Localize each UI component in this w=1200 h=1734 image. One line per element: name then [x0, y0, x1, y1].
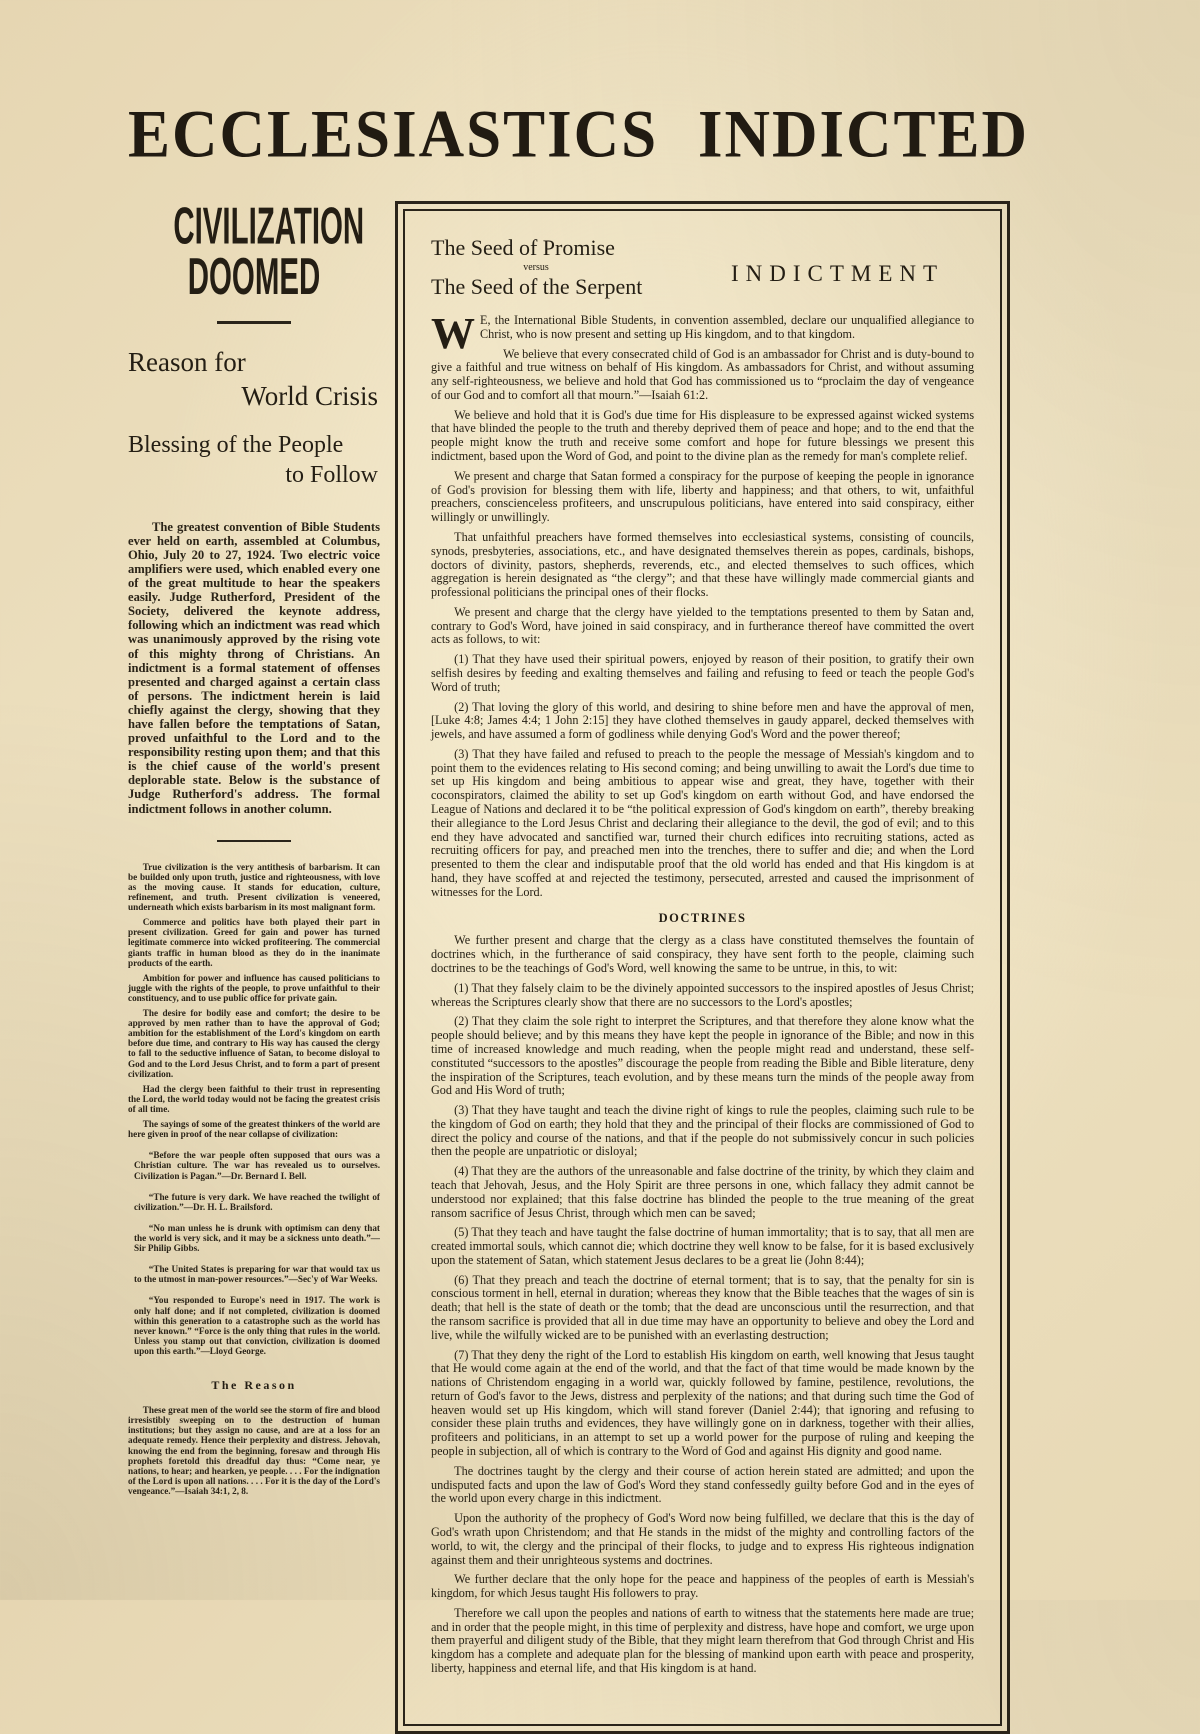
essay-paragraph: Ambition for power and influence has caused politicians to juggle with the rights of the people, to prove unfaithful to their constituency, and to use public office for private gain.	[128, 972, 380, 1003]
indictment-paragraph: We present and charge that Satan formed a conspiracy for the purpose of keeping the people in ignorance of God's provision for blessing them with life, liberty and happiness; and that others, to wit, unfaithful preachers, conscienceless profiteers, and unscrupulous politicians, have entered into said conspiracy, either willingly or unwillingly.	[431, 468, 975, 525]
opening-text: E, the International Bible Students, in convention assembled, declare our unqualified allegiance to Christ, who is now present and setting up His kingdom, and to that kingdom.	[480, 313, 975, 341]
indictment-box-inner	[403, 209, 1002, 1726]
page-title: ECCLESIASTICS INDICTED	[128, 96, 1030, 172]
subhead-line: to Follow	[285, 461, 378, 488]
doctrine-item: (6) That they preach and teach the doctrine of eternal torment; that is to say, that the penalty for sin is conscious torment in hell, eternal in duration; whereas they know that the Bible teaches that the wages of sin is death; that hell is the state of death or the tomb; that the dead are unconscious until the resurrection, and that the ransom sacrifice is provided that all in due time may have an opportunity to believe and obey the Lord and live, while the wilfully wicked are to be punished with an everlasting destruction;	[431, 1272, 975, 1342]
quote-brailsford: “The future is very dark. We have reached the twilight of civilization.”—Dr. H. L. Brailsford.	[134, 1191, 380, 1212]
overt-act-item: (1) That they have used their spiritual powers, enjoyed by reason of their position, to gratify their own selfish desires by feeding and exalting themselves and failing and refusing to feed or teach the people God's Word of truth;	[431, 652, 975, 694]
doctrine-item: (3) That they have taught and teach the divine right of kings to rule the peoples, claiming such rule to be the kingdom of God on earth; they hold that they and the principal of their flocks are commissioned of God to direct the policy and course of the nations, and that if the people do not submissively concur in such policies then the people are unpatriotic or disloyal;	[431, 1103, 975, 1159]
columns	[128, 196, 1008, 1734]
subhead-line: Reason for	[128, 347, 246, 378]
reason-paragraph: These great men of the world see the storm of fire and blood irresistibly sweeping on to the destruction of human institutions; but they assign no cause, and are at a loss for an adequate remedy. Hence their perplexity and distress. Jehovah, knowing the end from the beginning, foresaw and through His prophets foretold this dreadful day thus: “Come near, ye nations, to hear; and hearken, ye people. . . . For the indignation of the Lord is upon all nations. . . . For it is the day of the Lord's vengeance.”—Isaiah 34:1, 2, 8.	[128, 1405, 380, 1496]
doctrines-intro: We further present and charge that the clergy as a class have constituted themselves the fountain of doctrines which, in the furtherance of said conspiracy, they have sent forth to the people, claiming such doctrines to be the teachings of God's Word, well knowing the same to be untrue, in this, to wit:	[431, 933, 975, 976]
closing-paragraph: The doctrines taught by the clergy and their course of action herein stated are admitted; and upon the undisputed facts and upon the law of God's Word they stand confessedly guilty before God and in the eyes of the world upon every charge in this indictment.	[431, 1463, 975, 1506]
the-reason-heading: The Reason	[211, 1378, 297, 1393]
seed-line2: The Seed of the Serpent	[431, 274, 643, 299]
seed-line1: The Seed of Promise	[431, 235, 615, 260]
closing-paragraph: Upon the authority of the prophecy of God's Word now being fulfilled, we declare that this is the day of God's wrath upon Christendom; and that He stands in the midst of the mighty and controlling factors of the world, to wit, the clergy and the principal of their flocks, to judge and to express His righteous indignation against them and their unrighteous systems and doctrines.	[431, 1511, 975, 1567]
indictment-paragraph: We present and charge that the clergy have yielded to the temptations presented to them by Satan and, contrary to God's Word, have joined in said conspiracy, and in furtherance thereof have committed the overt acts as follows, to wit:	[431, 604, 975, 647]
subhead-line: World Crisis	[241, 380, 378, 411]
indictment-heading: INDICTMENT	[731, 261, 945, 286]
closing-paragraph: Therefore we call upon the peoples and nations of earth to witness that the statements here made are true; and in order that the people might, in this time of perplexity and distress, have hope and comfort, we urge upon them prayerful and diligent study of the Bible, that they might learn therefrom that God through Christ and His kingdom has a complete and adequate plan for the blessing of mankind upon earth with peace and prosperity, liberty, happiness and eternal life, and that His kingdom is at hand.	[431, 1605, 975, 1675]
divider-rule	[217, 321, 291, 324]
essay-paragraph: Had the clergy been faithful to their trust in representing the Lord, the world today would not be facing the greatest crisis of all time.	[128, 1083, 380, 1115]
doctrine-item: (7) That they deny the right of the Lord to establish His kingdom on earth, well knowing that Jesus taught that He would come again at the end of the world, and that the fact of that time would be made known by the nations of Christendom engaging in a world war, quickly followed by famine, pestilence, revolutions, the return of God's favor to the Jews, distress and perplexity of the nations; and that during such time the God of heaven would set up His kingdom, which will stand forever (Daniel 2:44); that ignoring and refusing to consider these plain truths and evidences, they have willingly gone on in darkness, together with their allies, profiteers and politicians, in an attempt to set up a world power for the purpose of ruling and keeping the people in subjection, all of which is contrary to the Word of God and against His dignity and good name.	[431, 1347, 975, 1459]
doctrines-heading: DOCTRINES	[658, 911, 747, 926]
subhead-line: Blessing of the People	[128, 431, 344, 458]
headline-line1: CIVILIZATION	[173, 196, 365, 255]
doctrine-item: (2) That they claim the sole right to interpret the Scriptures, and that therefore they alone know what the people should believe; and by this means they have kept the people in ignorance of the Bible; and now in this time of increased knowledge and much reading, when the people might read and understand, these self-constituted “successors to the apostles” discourage the people from reading the Bible and Bible literature, deny the inspiration of the Scriptures, teach evolution, and by these means turn the minds of the people away from God and His Word of truth;	[431, 1014, 975, 1098]
headline-line2: DOOMED	[187, 247, 321, 306]
seed-versus: versus	[523, 262, 549, 273]
subhead-blessing-of-the-people	[128, 430, 380, 490]
indictment-paragraph: We believe that every consecrated child of God is an ambassador for Christ and is duty-bound to give a faithful and true witness on behalf of His kingdom. As ambassadors for Christ, and without assuming any self-righteousness, we believe and hold that God has commissioned us to “proclaim the day of vengeance of our God and to comfort all that mourn.”—Isaiah 61:2.	[431, 346, 975, 402]
indictment-paragraph: We believe and hold that it is God's due time for His displeasure to be expressed against wicked systems that have blinded the people to the truth and thereby deprived them of peace and hope; and to the end that the people might know the truth and receive some comfort and hope for future blessings we present this indictment, based upon the Word of God, and point to the divine plan as the remedy for man's complete relief.	[431, 407, 975, 464]
overt-act-item: (3) That they have failed and refused to preach to the people the message of Messiah's kingdom and to point them to the evidences relating to His second coming; and being unwilling to await the Lord's due time to set up His kingdom and being ambitious to appear wise and great, they have, together with their coconspirators, claimed the ability to set up God's kingdom on earth without God, and have endorsed the League of Nations and declared it to be “the political expression of God's kingdom on earth”, thereby breaking their allegiance to the Lord Jesus Christ and declaring their allegiance to the devil, the god of evil; and to this end they have advocated and sanctified war, turned their church edifices into recruiting stations, acted as recruiting officers for pay, and preached men into the trenches, there to suffer and die; and when the Lord presented to them the clear and indisputable proof that the old world has ended and that His kingdom is at hand, they have scoffed at and rejected the testimony, persecuted, arrested and caused the imprisonment of witnesses for the Lord.	[431, 746, 975, 899]
page-content	[128, 0, 1030, 1734]
intro-paragraph: The greatest convention of Bible Students ever held on earth, assembled at Columbus, Ohio, July 20 to 27, 1924. Two electric voice amplifiers were used, which enabled every one of the great multitude to hear the speakers easily. Judge Rutherford, President of the Society, delivered the keynote address, following which an indictment was read which was unanimously approved by the rising vote of this mighty throng of Christians. An indictment is a formal statement of offenses presented and charged against a certain class of persons. The indictment herein is laid chiefly against the clergy, showing that they have fallen before the temptations of Satan, proved unfaithful to the Lord and to the responsibility resting upon them; and that this is the chief cause of the world's present deplorable state. Below is the substance of Judge Rutherford's address. The formal indictment follows in another column.	[128, 519, 380, 816]
doctrine-item: (4) That they are the authors of the unreasonable and false doctrine of the trinity, by which they claim and teach that Jehovah, Jesus, and the Holy Spirit are three persons in one, which fallacy they admit cannot be understood nor explained; that this false doctrine has blinded the people to the true meaning of the great ransom sacrifice of Jesus Christ, through which men can be saved;	[431, 1164, 975, 1220]
subhead-reason-for-world-crisis	[128, 346, 380, 414]
essay-paragraph: True civilization is the very antithesis of barbarism. It can be builded only upon truth, justice and righteousness, with love as the moving cause. It stands for education, culture, refinement, and truth. Present civilization is veneered, underneath which exists barbarism in its most malignant form.	[128, 861, 380, 913]
divider-rule	[217, 840, 291, 842]
quote-lloyd-george: “You responded to Europe's need in 1917. The work is only half done; and if not completed, civilization is doomed within this generation to a catastrophe such as the world has never known.” “Force is the only thing that rules in the world. Unless you stamp out that conviction, civilization is doomed upon this earth.”—Lloyd George.	[134, 1295, 380, 1356]
closing-paragraph: We further declare that the only hope for the peace and happiness of the peoples of earth is Messiah's kingdom, for which Jesus taught His followers to pray.	[431, 1572, 975, 1601]
doctrine-item: (1) That they falsely claim to be the divinely appointed successors to the inspired apostles of Jesus Christ; whereas the Scriptures clearly show that there are no successors to the Lord's apostles;	[431, 980, 975, 1009]
indictment-paragraph: That unfaithful preachers have formed themselves into ecclesiastical systems, consisting of councils, synods, presbyteries, associations, etc., and have designated themselves therein as popes, cardinals, bishops, doctors of divinity, pastors, shepherds, reverends, etc., and elected themselves to such offices, which aggregation is herein designated as “the clergy”; and that these have willingly made commercial giants and professional politicians the principal ones of their flocks.	[431, 529, 975, 600]
left-column	[128, 196, 380, 1501]
essay-paragraph: The desire for bodily ease and comfort; the desire to be approved by men rather than to have the approval of God; ambition for the establishment of the Lord's kingdom on earth before due time, and contrary to His way has caused the clergy to fall to the seductive influence of Satan, to become disloyal to God and to the Lord Jesus Christ, and to form a part of present civilization.	[128, 1008, 380, 1079]
quote-secy-of-war-weeks: “The United States is preparing for war that would tax us to the utmost in man-power resources.”—Sec'y of War Weeks.	[134, 1264, 380, 1285]
indictment-header	[431, 235, 974, 300]
overt-act-item: (2) That loving the glory of this world, and desiring to shine before men and have the approval of men, [Luke 4:8; James 4:4; 1 John 2:15] they have clothed themselves in gaudy apparel, decked themselves with jewels, and have assumed a form of godliness while denying God's Word and the power thereof;	[431, 699, 975, 742]
quote-philip-gibbs: “No man unless he is drunk with optimism can deny that the world is very sick, and it may be a sickness unto death.”—Sir Philip Gibbs.	[134, 1222, 380, 1254]
dropcap-w: W	[431, 309, 475, 358]
indictment-box	[395, 201, 1010, 1734]
essay-paragraph: Commerce and politics have both played their part in present civilization. Greed for gain and power has turned legitimate commerce into wicked profiteering. The commercial giants traffic in human blood as they do in the inanimate products of the earth.	[128, 917, 380, 968]
quote-bernard-bell: “Before the war people often supposed that ours was a Christian culture. The war has revealed us to ourselves. Civilization is Pagan.”—Dr. Bernard I. Bell.	[134, 1150, 380, 1181]
headline-civilization-doomed	[173, 196, 365, 306]
seed-of-promise-block	[431, 235, 731, 300]
essay-paragraph: The sayings of some of the greatest thinkers of the world are here given in proof of the near collapse of civilization:	[128, 1119, 380, 1140]
doctrine-item: (5) That they teach and have taught the false doctrine of human immortality; that is to say, that all men are created immortal souls, which cannot die; which doctrine they well know to be false, for it is based exclusively upon the statement of Satan, which statement Jesus declares to be a great lie (John 8:44);	[431, 1225, 975, 1267]
opening-paragraph	[431, 309, 975, 358]
